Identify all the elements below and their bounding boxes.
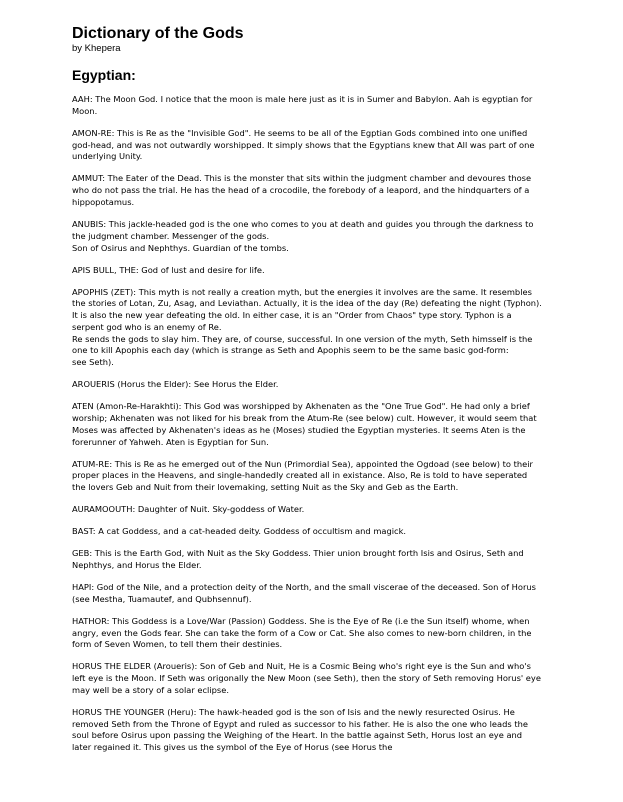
author-byline: by Khepera (72, 43, 121, 54)
section-heading: Egyptian: (72, 67, 136, 83)
document-title: Dictionary of the Gods (72, 25, 244, 42)
entry-ammut: AMMUT: The Eater of the Dead. This is the monster that sits within the judgment chamber and devoures those who do not pass the trial. He has the head of a crocodile, the forebody of a leapord, and the hindquarters of a hippopotamus. (72, 173, 532, 207)
entry-anubis: ANUBIS: This jackle-headed god is the one who comes to you at death and guides you through the darkness to the judgment chamber. Messenger of the gods. Son of Osirus and Nephthys. Guardian of the tombs. (72, 218, 534, 253)
entry-aroueris: AROUERIS (Horus the Elder): See Horus the Elder. (72, 379, 279, 390)
entry-horus-the-elder: HORUS THE ELDER (Aroueris): Son of Geb and Nuit, He is a Cosmic Being who's right eye is the Sun and who's left eye is the Moon. If Seth was origonally the New Moon (see Seth), then the story of Seth removing Horus' eye may well be a story of a solar eclipse. (72, 661, 541, 695)
entry-atum-re: ATUM-RE: This is Re as he emerged out of the Nun (Primordial Sea), appointed the Ogdoad (see below) to their proper places in the Heavens, and single-handedly created all in existance. Also, Re is told to have seperated the lovers Geb and Nuit from their lovemaking, setting Nuit as the Sky and Geb as the Earth. (72, 458, 533, 493)
entry-horus-the-younger: HORUS THE YOUNGER (Heru): The hawk-headed god is the son of Isis and the newly resurected Osirus. He removed Seth from the Throne of Egypt and ruled as successor to his father. He is also the one who leads the soul before Osirus upon passing the Weighing of the Heart. In the battle against Seth, Horus lost an eye and later regained it. This gives us the symbol of the Eye of Horus (see Horus the (72, 706, 528, 753)
entry-list (72, 94, 542, 764)
entry-aten: ATEN (Amon-Re-Harakhti): This God was worshipped by Akhenaten as the "One True God". He had only a brief worship; Akhenaten was not liked for his break from the Atum-Re (see below) cult. However, it would seem that Moses was affected by Akhenaten's ideas as he (Moses) studied the Egyptian mysteries. It seems Aten is the forerunner of Yahweh. Aten is Egyptian for Sun. (72, 401, 537, 447)
entry-amon-re: AMON-RE: This is Re as the "Invisible God". He seems to be all of the Egptian Gods combined into one unified god-head, and was not outwardly worshipped. It simply shows that the Egyptians knew that All was part of one underlying Unity. (72, 127, 535, 162)
entry-hathor: HATHOR: This Goddess is a Love/War (Passion) Goddess. She is the Eye of Re (i.e the Sun itself) whome, when angry, even the Gods fear. She can take the form of a Cow or Cat. She also comes to new-born children, in the form of Seven Women, to tell them their destinies. (72, 615, 532, 650)
entry-aah: AAH: The Moon God. I notice that the moon is male here just as it is in Sumer and Babylon. Aah is egyptian for Moon. (72, 94, 533, 116)
entry-apophis: APOPHIS (ZET): This myth is not really a creation myth, but the energies it involves are the same. It resembles the stories of Lotan, Zu, Asag, and Leviathan. Actually, it is the idea of the day (Re) defeating the night (Typhon). It is also the new year defeating the old. In either case, it is an "Order from Chaos" type story. Typhon is a serpent god who is an enemy of Re. Re sends the gods to slay him. They are, of course, successful. In one version of the myth, Seth himsself is the one to kill Apophis each day (which is strange as Seth and Apophis seem to be the same basic god-form: see Seth). (72, 286, 542, 368)
entry-bast: BAST: A cat Goddess, and a cat-headed deity. Goddess of occultism and magick. (72, 526, 407, 537)
entry-auramoouth: AURAMOOUTH: Daughter of Nuit. Sky-goddess of Water. (72, 504, 305, 515)
entry-apis-bull: APIS BULL, THE: God of lust and desire for life. (72, 264, 265, 275)
entry-hapi: HAPI: God of the Nile, and a protection deity of the North, and the small viscerae of the deceased. Son of Horus (see Mestha, Tuamautef, and Qubhsennuf). (72, 581, 536, 604)
entry-geb: GEB: This is the Earth God, with Nuit as the Sky Goddess. Thier union brought forth Isis and Osirus, Seth and Nephthys, and Horus the Elder. (72, 548, 524, 570)
